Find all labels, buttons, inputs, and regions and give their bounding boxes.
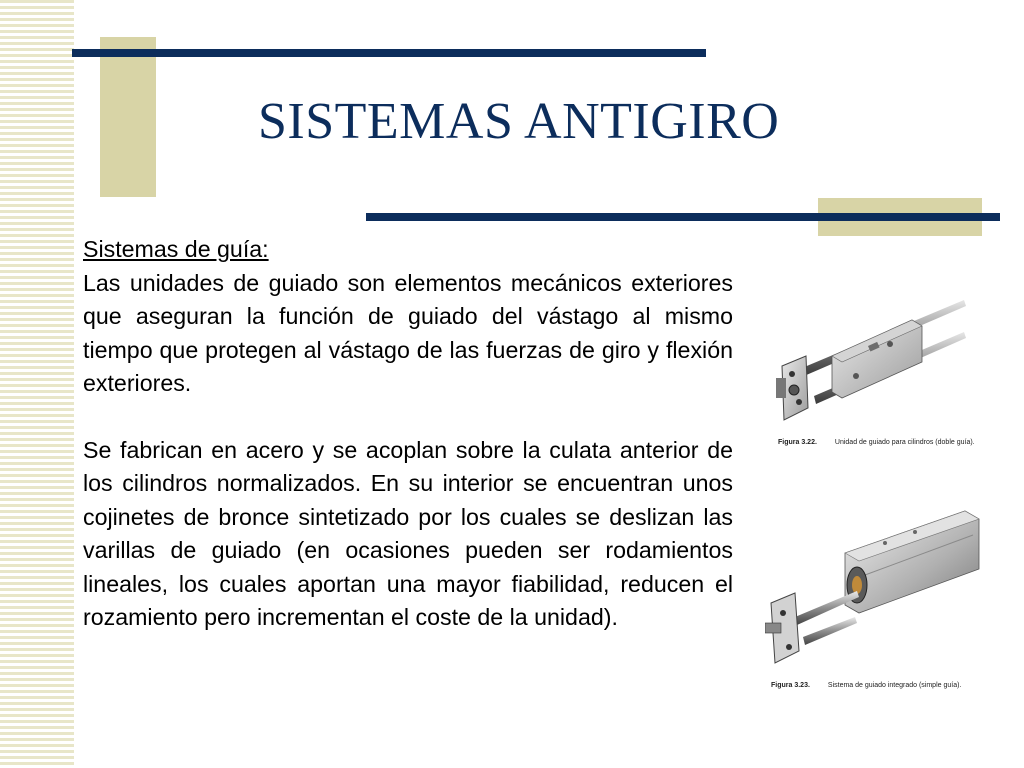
paragraph-1: Las unidades de guiado son elementos mecánicos exteriores que aseguran la función de guiado del vástago al mismo tiempo que protegen al vástago de las fuerzas de giro y flexión exteriores.: [83, 269, 733, 396]
figure-double-guide-unit: [772, 296, 975, 460]
figure-caption-text-1: Unidad de guiado para cilindros (doble guía).: [834, 439, 975, 446]
figure-label-1: Figura 3.22.: [778, 439, 817, 446]
slide-title: SISTEMAS ANTIGIRO: [258, 93, 780, 150]
section-heading: Sistemas de guía:: [83, 236, 269, 262]
double-guide-unit-image: [772, 296, 972, 436]
integrated-guide-image: [765, 505, 985, 677]
paragraph-2: Se fabrican en acero y se acoplan sobre la culata anterior de los cilindros normalizados. En su interior se encuentran unos cojinetes de bronce sintetizado por los cuales se deslizan las varillas de guiado (en ocasiones pueden ser rodamientos lineales, los cuales aportan una mayor fiabilidad, reducen el rozamiento pero incrementan el coste de la unidad).: [83, 436, 733, 630]
left-striped-border: [0, 0, 74, 768]
body-text: [83, 233, 733, 635]
top-navy-rule: [72, 49, 706, 57]
figure-label-2: Figura 3.23.: [771, 682, 810, 689]
figure-caption-1: [778, 439, 975, 446]
figure-caption-2: [771, 682, 961, 689]
figure-integrated-guide: [765, 505, 985, 697]
paragraph-spacer: [83, 401, 733, 434]
decorative-tan-block-left: [100, 37, 156, 197]
bottom-navy-rule: [366, 213, 1000, 221]
figure-caption-text-2: Sistema de guiado integrado (simple guía).: [827, 682, 962, 689]
